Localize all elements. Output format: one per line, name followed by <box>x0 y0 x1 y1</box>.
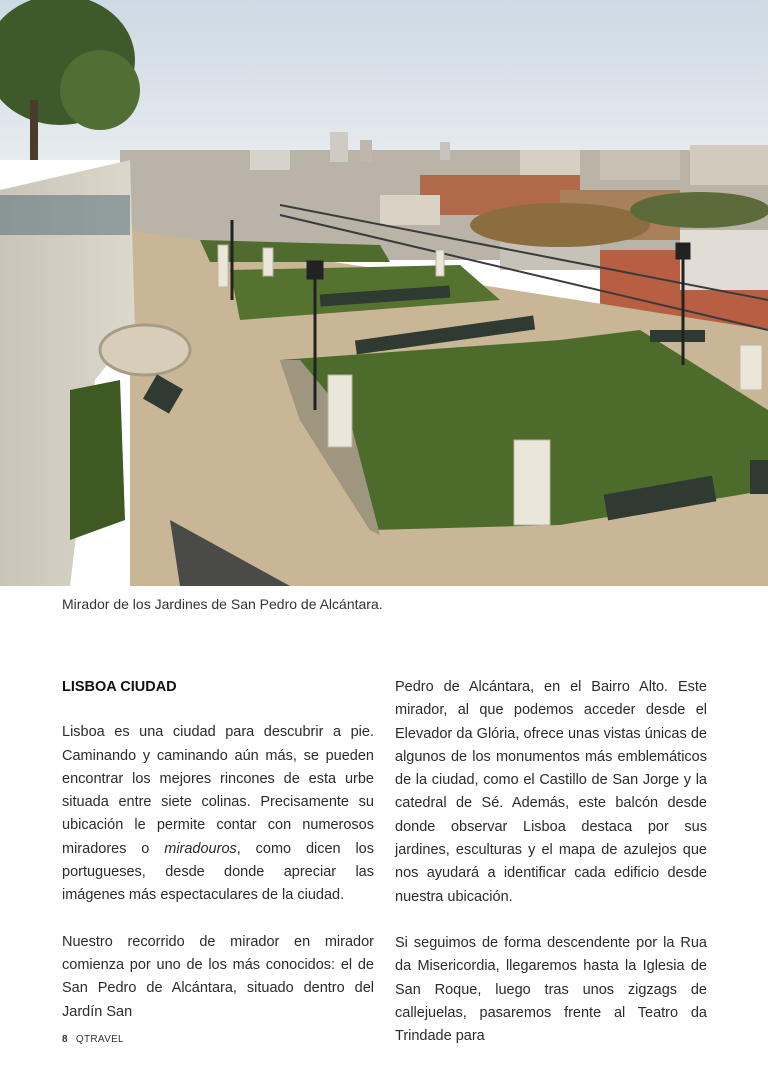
paragraph-3: Pedro de Alcántara, en el Bairro Alto. Este mirador, al que podemos acceder desde el Elevador da Glória, ofrece unas vistas únicas de algunos de los monumentos más emblemáticos de la ciudad, como el Castillo de San Jorge y la catedral de Sé. Además, este balcón desde donde observar Lisboa destaca por sus jardines, esculturas y el mapa de azulejos que nos ayudará a identificar cada edificio desde nuestra ubicación. <box>395 679 707 905</box>
paragraph-1: Lisboa es una ciudad para descubrir a pie. Caminando y caminando aún más, se pueden encontrar los mejores rincones de esta urbe situada entre siete colinas. Precisamente su ubicación le permite contar con numerosos miradores o miradouros, como dicen los portugueses, desde donde apreciar las imágenes más espectaculares de la ciudad. <box>62 724 374 904</box>
section-heading: LISBOA CIUDAD <box>62 679 177 695</box>
photo-caption: Mirador de los Jardines de San Pedro de Alcántara. <box>62 596 383 612</box>
publication-brand: QTRAVEL <box>75 1034 124 1045</box>
page-footer <box>62 1034 124 1045</box>
wall-tiles <box>0 195 130 235</box>
hedge <box>70 380 125 540</box>
page-number: 8 <box>62 1034 68 1045</box>
paragraph-4: Si seguimos de forma descendente por la Rua da Misericordia, llegaremos hasta la Iglesia de San Roque, luego tras unos zigzags de callejuelas, pasaremos frente al Teatro da Trindade para <box>395 934 707 1045</box>
fountain-basin <box>100 325 190 375</box>
article-column-right <box>395 676 707 1071</box>
emphasized-term: miradouros <box>164 840 237 857</box>
paragraph-2: Nuestro recorrido de mirador en mirador comienza por uno de los más conocidos: el de San Pedro de Alcántara, situado dentro del Jardín San <box>62 933 374 1020</box>
article-column-left <box>62 676 374 1047</box>
